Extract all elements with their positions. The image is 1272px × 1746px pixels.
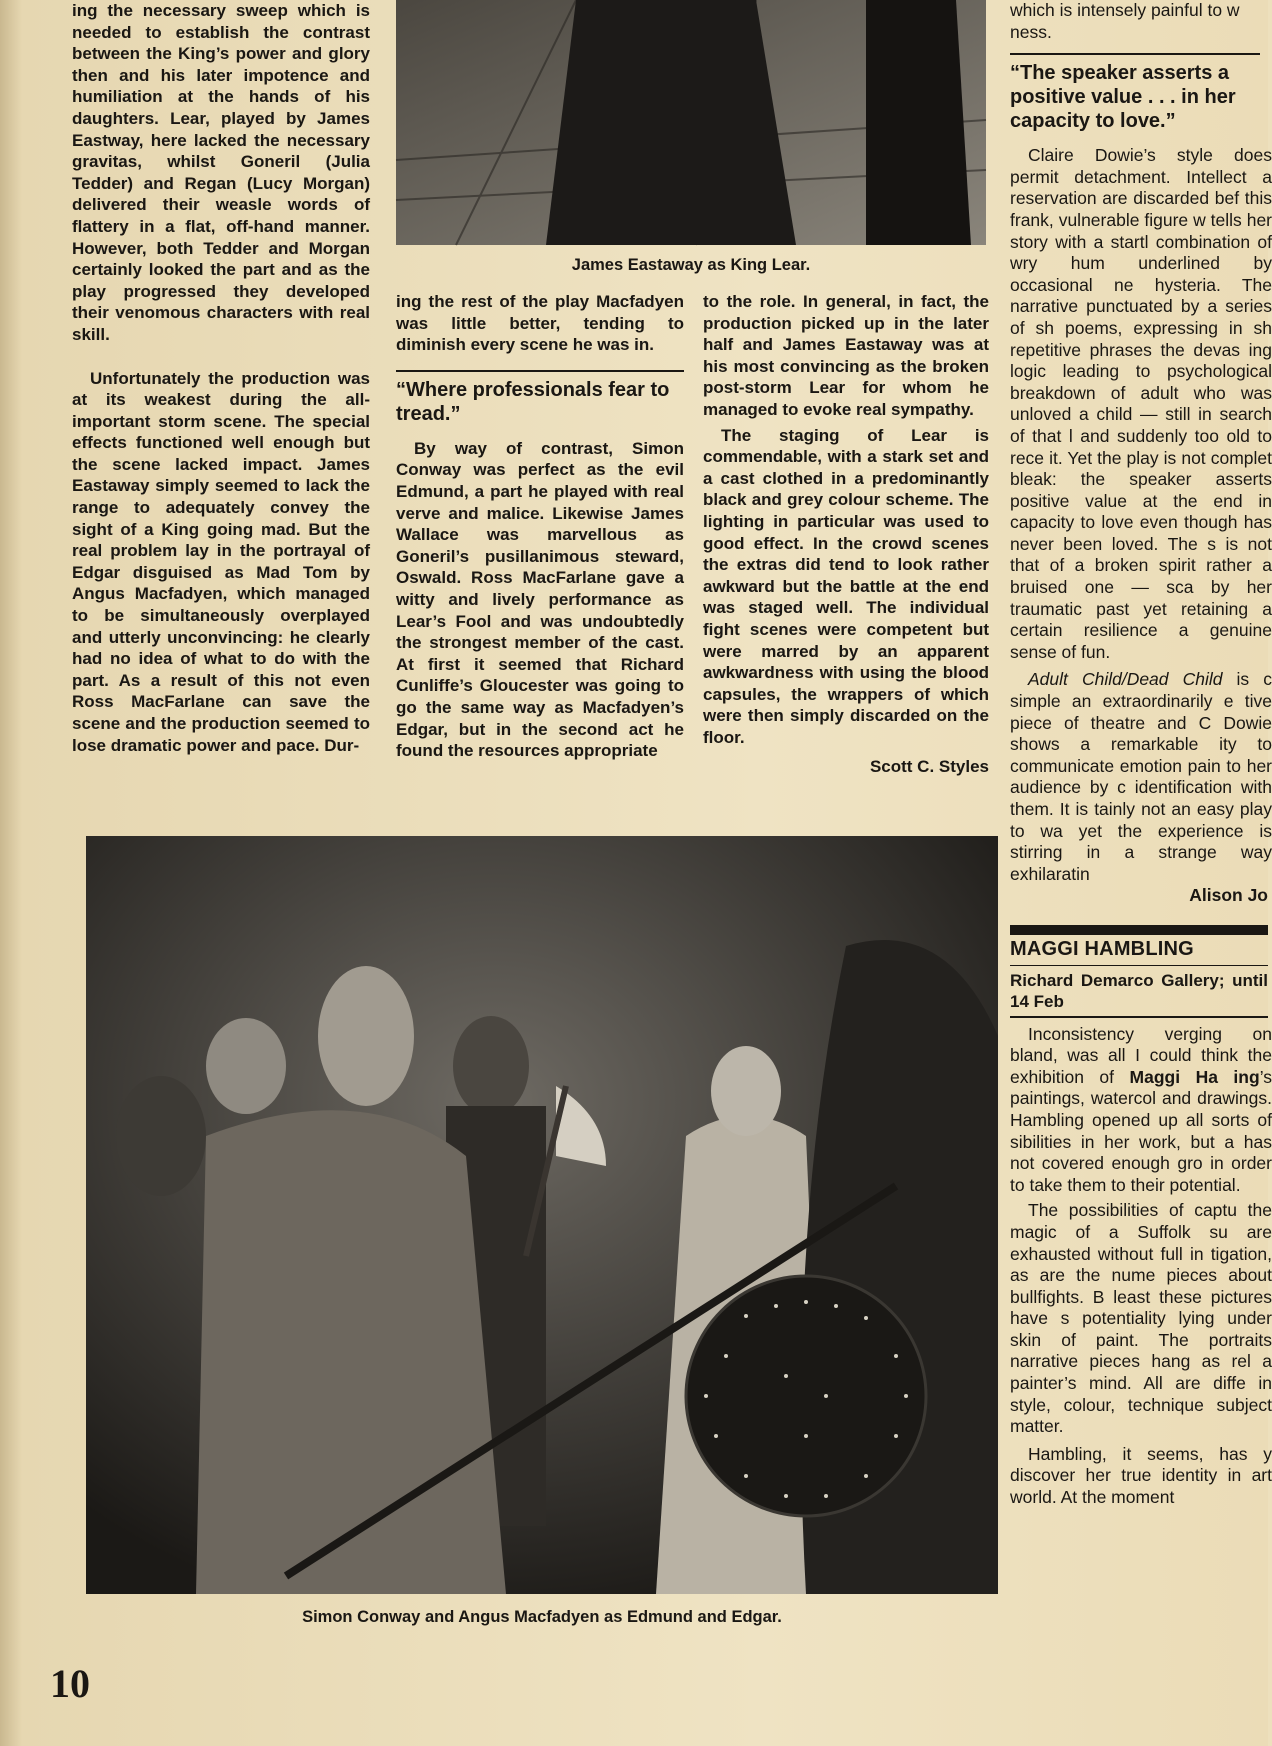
paragraph-text: ’s paintings, watercol and drawings. Hambling opened up all sorts of sibilities in her work, but a has not covered enough gro in order to take them to their potential. <box>1010 1066 1272 1195</box>
review-section-title: MAGGI HAMBLING <box>1010 925 1268 966</box>
paragraph-text: Inconsistency verging on bland, was all I could think the exhibition of <box>1010 1023 1272 1087</box>
photo-edmund-edgar <box>86 836 998 1594</box>
artist-name: Maggi Ha ing <box>1129 1066 1260 1087</box>
article-column-1 <box>72 0 370 756</box>
paragraph <box>1010 669 1272 885</box>
author-byline: Alison Jo <box>1189 885 1268 906</box>
photo-caption-top: James Eastaway as King Lear. <box>571 256 811 274</box>
photo-king-lear <box>396 0 986 245</box>
fight-scene-photo-image <box>86 836 998 1594</box>
article-column-4 <box>1010 0 1272 1650</box>
paragraph: ing the necessary sweep which is needed to establish the contrast between the King’s power and glory then and his later impotence and humiliation at the hands of his daughters. Lear, played by James Eastway, here lacked the necessary gravitas, whilst Goneril (Julia Tedder) and Regan (Lucy Morgan) delivered their weasle words of flattery in a flat, off-hand manner. However, both Tedder and Morgan certainly looked the part and as the play progressed they developed their venomous characters with real skill. <box>72 1 370 344</box>
paragraph: Hambling, it seems, has y discover her true identity in art world. At the moment <box>1010 1443 1272 1508</box>
author-byline: Scott C. Styles <box>869 757 989 777</box>
stage-photo-image <box>396 0 986 245</box>
paragraph: Claire Dowie’s style does permit detachment. Intellect a reservation are discarded bef this frank, vulnerable figure w tells her story with a startl combination of wry hum underlined by occasional ne hysteria. The narrative punctuated by a series of sh poems, expressing in sh repetitive phrases the devas ing logic leading to psychological breakdown of adult who was unloved a child — still in search of that l and suddenly too old to rece it. Yet the play is not complet bleak: the speaker asserts positive value at the end in capacity to love even though has never been loved. The s is not that of a broken spirit rather a bruised one — sca by her traumatic past yet retaining a certain resilience a genuine sense of fun. <box>1010 145 1272 662</box>
paragraph: Unfortunately the production was at its weakest during the all-important storm scene. The special effects functioned well enough but the scene lacked impact. James Eastaway simply seemed to lack the range to adequately convey the sight of a King going mad. But the real problem lay in the portrayal of Edgar disguised as Mad Tom by Angus Macfadyen, which managed to be simultaneously overplayed and utterly unconvincing: he clearly had no idea of what to do with the part. As a result of this not even Ross MacFarlane can save the scene and the production seemed to lose dramatic power and pace. Dur- <box>72 368 370 755</box>
paragraph: The possibilities of captu the magic of a Suffolk su are exhausted without full in tigation, as are the nume pieces about bullfights. B least these pictures have s potentiality lying under skin of paint. The portraits narrative pieces hang as rel a painter’s mind. All are diffe in style, colour, technique subject matter. <box>1010 1200 1272 1437</box>
paragraph: By way of contrast, Simon Conway was perfect as the evil Edmund, a part he played with real verve and malice. Likewise James Wallace was marvellous as Goneril’s pusillanimous steward, Oswald. Ross MacFarlane gave a witty and lively performance as Lear’s Fool and was undoubtedly the strongest member of the cast. At first it seemed that Richard Cunliffe’s Gloucester was going to go the same way as Macfadyen’s Edgar, but in the second act he found the resources appropriate <box>396 438 684 761</box>
pull-quote: “The speaker asserts a positive value . . . in her capacity to love.” <box>1010 53 1260 145</box>
play-title: Adult Child/Dead Child <box>1028 669 1223 690</box>
text-line: ness. <box>1010 21 1052 42</box>
page-number: 10 <box>50 1661 90 1706</box>
pull-quote: “Where professionals fear to tread.” <box>396 370 684 438</box>
photo-caption-bottom: Simon Conway and Angus Macfadyen as Edmund and Edgar. <box>302 1608 782 1626</box>
venue-dates: Richard Demarco Gallery; until 14 Feb <box>1010 966 1268 1018</box>
article-column-3 <box>703 291 989 778</box>
paragraph: to the role. In general, in fact, the production picked up in the later half and James Eastaway was at his most convincing as the broken post-storm Lear for whom he managed to evoke real sympathy. <box>703 292 989 419</box>
paragraph: The staging of Lear is commendable, with a stark set and a cast clothed in a predominantly black and grey colour scheme. The lighting in particular was used to good effect. In the crowd scenes the extras did tend to look rather awkward but the battle at the end was staged well. The individual fight scenes were competent but were marred by an apparent awkwardness with using the blood capsules, the wrappers of which were then simply discarded on the floor. <box>703 425 989 747</box>
article-column-2 <box>396 291 684 762</box>
paragraph: ing the rest of the play Macfadyen was little better, tending to diminish every scene he was in. <box>396 292 684 355</box>
paragraph <box>1010 1024 1272 1197</box>
paragraph-text: is c simple an extraordinarily e tive piece of theatre and C Dowie shows a remarkable ity to communicate emotion pain to her audience by c identification with them. It is tainly not an easy play to wa yet the experience is stirring in a strange way exhilaratin <box>1010 669 1272 884</box>
text-line: which is intensely painful to w <box>1010 0 1240 20</box>
